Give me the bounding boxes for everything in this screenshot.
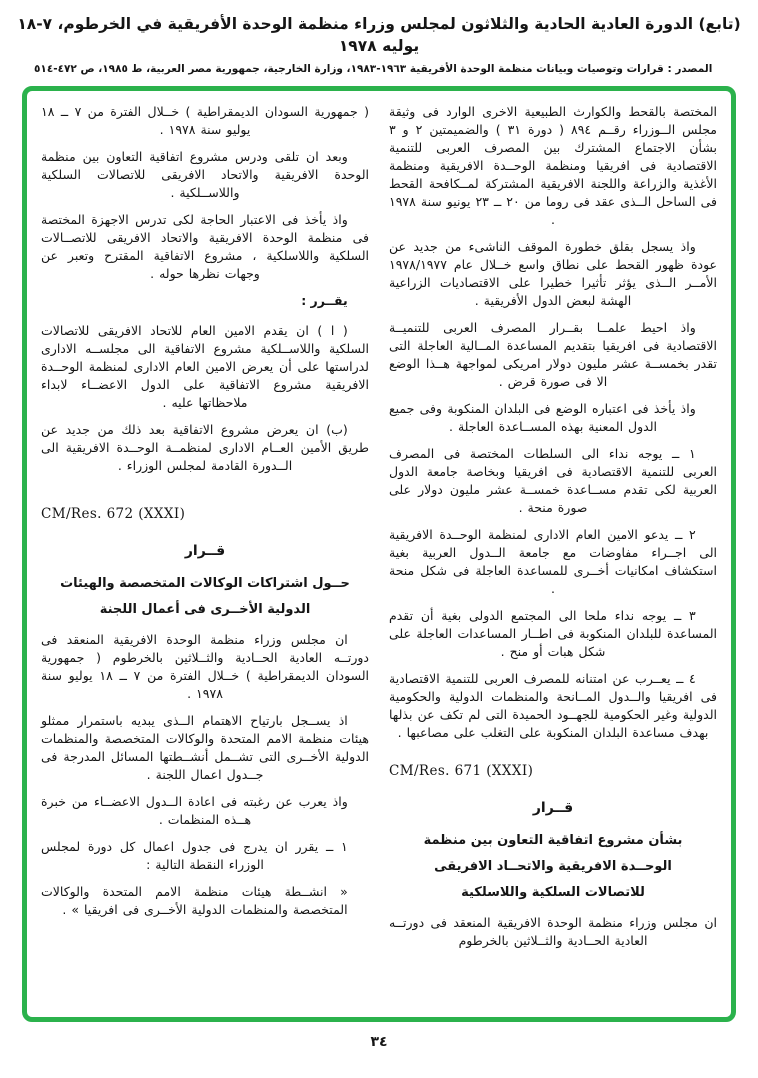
resolution-title xyxy=(41,571,369,623)
resolution-heading: قــرار xyxy=(184,542,226,559)
paragraph: اذ يســجل بارتياح الاهتمام الــذى يبديه باستمرار ممثلو هيئات منظمة الامم المتحدة والوكالات المتخصصة والمنظمات الدولية الأخــرى التى تشــمل أنشــطتها المسائل المدرجة فى جــدول اعمال اللجنة . xyxy=(41,712,369,782)
lettered-clause: (ب) ان يعرض مشروع الاتفاقية بعد ذلك من جديد عن طريق الأمين العــام الادارى لمنظمــة الوحــدة الافريقية الى الــدورة القادمة لمجلس الوزراء . xyxy=(41,422,369,474)
column-left xyxy=(41,103,369,1007)
paragraph: وبعد ان تلقى ودرس مشروع اتفاقية التعاون بين منظمة الوحدة الافريقية والاتحاد الافريقى للاتصالات السلكية واللاســلكية . xyxy=(41,149,369,201)
resolution-title-line: للاتصالات السلكية واللاسلكية xyxy=(461,884,645,900)
resolution-title xyxy=(389,828,717,906)
numbered-clause: ١ ــ يوجه نداء الى السلطات المختصة فى المصرف العربى للتنمية الاقتصادية فى افريقيا وبخاصة جامعة الدول العربية لكى تقدم مســاعدة خمســة عشر مليون دولار على صورة منحة . xyxy=(389,446,717,516)
numbered-clause: ١ ــ يقرر ان يدرج فى جدول اعمال كل دورة لمجلس الوزراء النقطة التالية : xyxy=(41,838,348,872)
paragraph: واذ احيط علمــا بقــرار المصرف العربى للتنميــة الاقتصادية فى افريقيا بتقديم المساعدة المــالية العاجلة التى تقدر بخمســة عشر مليون دولار امريكى لمواجهة هــذا الوضع الا فى صورة قرض . xyxy=(389,320,717,390)
page-header xyxy=(0,0,758,77)
resolution-title-line: الدولية الأخــرى فى أعمال اللجنة xyxy=(99,601,311,617)
resolution-title-line: بشأن مشروع اتفاقية التعاون بين منظمة xyxy=(423,832,683,848)
two-column-layout xyxy=(41,103,717,1007)
numbered-clause: ٣ ــ يوجه نداء ملحا الى المجتمع الدولى بغية أن تقدم المساعدة للبلدان المنكوبة فى اطــار المساعدات العاجلة على شكل هبات أو منح . xyxy=(389,608,717,660)
session-title: (تابع) الدورة العادية الحادية والثلاثون لمجلس وزراء منظمة الوحدة الأفريقية في الخرطوم، ٧-١٨ يوليه ١٩٧٨ xyxy=(17,15,741,55)
quoted-agenda-item: « انشــطة هيئات منظمة الامم المتحدة والوكالات المتخصصة والمنظمات الدولية الأخــرى فى افريقيا » . xyxy=(41,883,348,917)
paragraph: واذ يعرب عن رغبته فى اعادة الــدول الاعضــاء من خبرة هــذه المنظمات . xyxy=(41,793,348,827)
resolution-heading: قــرار xyxy=(532,799,574,816)
page-number: ٣٤ xyxy=(370,1034,388,1051)
decides-label: يقــرر : xyxy=(301,293,348,309)
source-citation: المصدر : قرارات وتوصيات وبيانات منظمة الوحدة الأفريقية ١٩٦٣-١٩٨٣، وزارة الخارجية، جمهورية مصر العربية، ط ١٩٨٥، ص ٤٧٢-٥١٤ xyxy=(34,63,713,76)
lettered-clause: ( ا ) ان يقدم الامين العام للاتحاد الافريقى للاتصالات السلكية واللاســلكية مشروع الاتفاقية الى مجلســه الادارى لدراستها على أن يعرض الامين العام الادارى لمنظمة الوحــدة الافريقية مشروع الاتفاقية على الدول الاعضــاء لابداء ملاحظاتها عليه . xyxy=(41,323,369,411)
paragraph: ان مجلس وزراء منظمة الوحدة الافريقية المنعقد فى دورتــه العادية الحــادية والثــلاثين بالخرطوم ( جمهورية السودان الديمقراطية ) خــلال الفترة من ٧ ــ ١٨ يوليو سنة ١٩٧٨ . xyxy=(41,631,369,701)
paragraph: ان مجلس وزراء منظمة الوحدة الافريقية المنعقد فى دورتــه العادية الحــادية والثــلاثين بالخرطوم xyxy=(389,914,717,948)
resolution-code-672: CM/Res. 672 (XXXI) xyxy=(41,506,186,523)
numbered-clause: ٤ ــ يعــرب عن امتنانه للمصرف العربى للتنمية الاقتصادية فى افريقيا والــدول المــانحة والمنظمات الدولية والحكومية الدولية وغير الحكومية للجهــود الحميدة التى لم تكف عن بذلها بهدف مساعدة البلدان المنكوبة على التغلب على مصاعبها . xyxy=(389,671,717,741)
resolution-title-line: حــول اشتراكات الوكالات المتخصصة والهيئات xyxy=(60,575,350,591)
column-right xyxy=(389,103,717,1007)
paragraph: واذ يأخذ فى اعتباره الوضع فى البلدان المنكوبة وفى جميع الدول المعنية بهذه المســاعدة العاجلة . xyxy=(389,401,696,435)
paragraph: واذ يسجل بقلق خطورة الموقف الناشىء من جديد عن عودة ظهور القحط على نطاق واسع خــلال عام ١٩٧٨/١٩٧٧ الأمــر الــذى يؤثر تأثيرا خطيرا على الاقتصاديات الزراعية الهشة لبعض الدول الأفريقية . xyxy=(389,239,717,309)
resolution-title-line: الوحــدة الافريقية والاتحــاد الافريقى xyxy=(434,858,672,874)
numbered-clause: ٢ ــ يدعو الامين العام الادارى لمنظمة الوحــدة الافريقية الى اجــراء مفاوضات مع جامعة الــدول العربية بغية استكشاف امكانيات أخــرى للمساعدة العاجلة فى شكل منحة . xyxy=(389,527,717,597)
content-frame xyxy=(22,86,736,1022)
paragraph: واذ يأخذ فى الاعتبار الحاجة لكى تدرس الاجهزة المختصة فى منظمة الوحدة الافريقية والاتحاد الافريقى للاتصــالات السلكية واللاسلكية ، مشروع الاتفاقية المقترح وتعبر عن وجهات نظرها حوله . xyxy=(41,212,369,282)
resolution-code-671: CM/Res. 671 (XXXI) xyxy=(389,763,534,780)
paragraph: المختصة بالقحط والكوارث الطبيعية الاخرى الوارد فى وثيقة مجلس الــوزراء رقــم ٨٩٤ ( دورة ٣١ ) والضميمتين ٢ و ٣ بشأن الاجتماع المشترك بين المصرف العربى للتنمية الاقتصادية فى افريقيا ومنظمة الوحــدة الافريقية ومنظمة الأغذية والزراعة واللجنة الافريقية المشتركة لمــكافحة القحط فى الساحل الــذى عقد فى روما من ٢٠ ــ ٢٣ يونيو سنة ١٩٧٨ . xyxy=(389,104,718,228)
paragraph: ( جمهورية السودان الديمقراطية ) خــلال الفترة من ٧ ــ ١٨ يوليو سنة ١٩٧٨ . xyxy=(41,104,369,138)
